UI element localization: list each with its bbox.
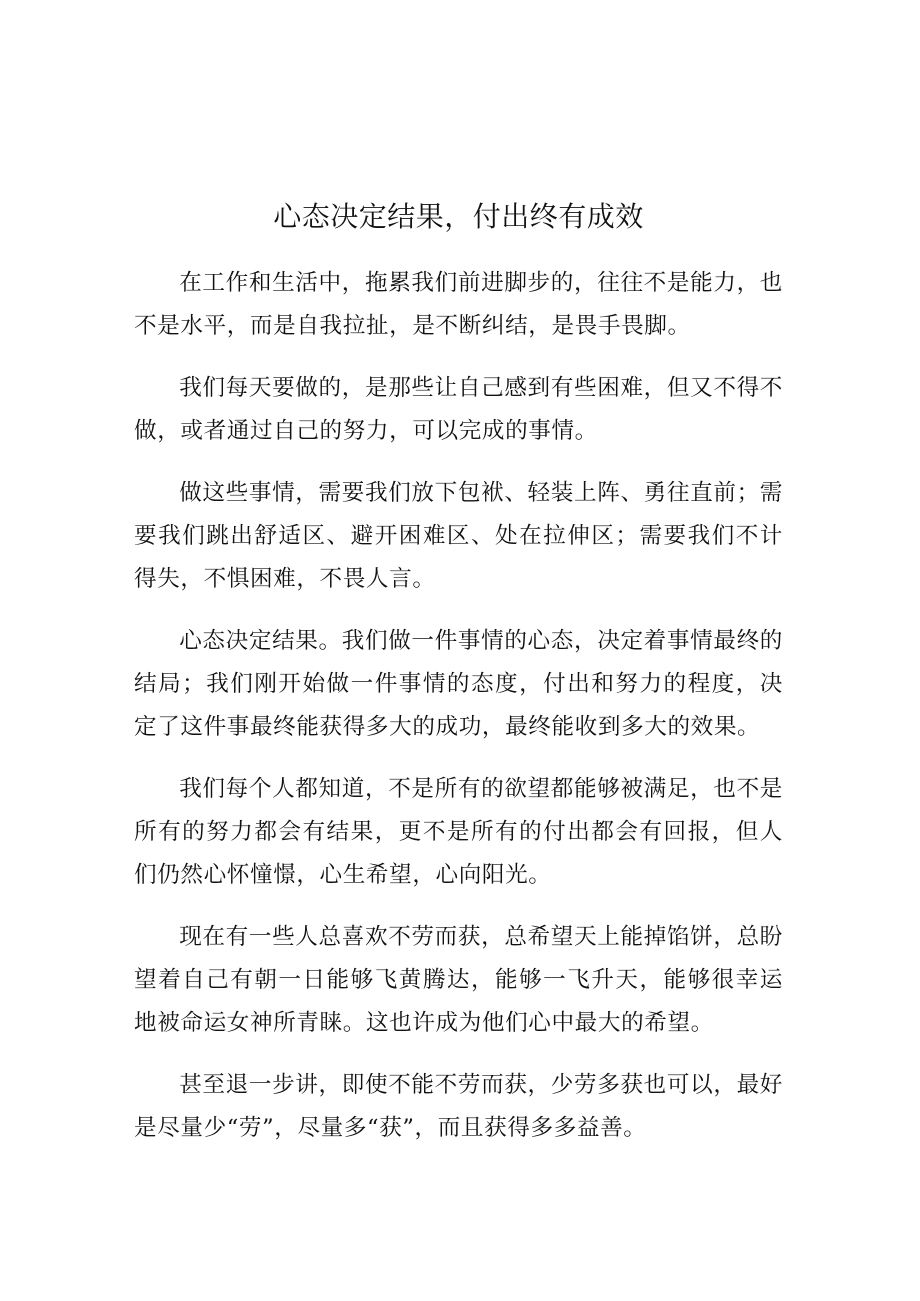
paragraph: 我们每天要做的，是那些让自己感到有些困难，但又不得不做，或者通过自己的努力，可以完成的事情。 bbox=[134, 375, 783, 444]
document-title: 心态决定结果，付出终有成效 bbox=[273, 200, 644, 233]
paragraph: 我们每个人都知道，不是所有的欲望都能够被满足，也不是所有的努力都会有结果，更不是所有的付出都会有回报，但人们仍然心怀憧憬，心生希望，心向阳光。 bbox=[134, 776, 783, 888]
paragraph: 心态决定结果。我们做一件事情的心态，决定着事情最终的结局；我们刚开始做一件事情的态度，付出和努力的程度，决定了这件事最终能获得多大的成功，最终能收到多大的效果。 bbox=[134, 628, 783, 740]
paragraph: 做这些事情，需要我们放下包袱、轻装上阵、勇往直前；需要我们跳出舒适区、避开困难区、处在拉伸区；需要我们不计得失，不惧困难，不畏人言。 bbox=[134, 480, 783, 592]
paragraph: 在工作和生活中，拖累我们前进脚步的，往往不是能力，也不是水平，而是自我拉扯，是不断纠结，是畏手畏脚。 bbox=[134, 270, 783, 339]
paragraph: 现在有一些人总喜欢不劳而获，总希望天上能掉馅饼，总盼望着自己有朝一日能够飞黄腾达，能够一飞升天，能够很幸运地被命运女神所青睐。这也许成为他们心中最大的希望。 bbox=[134, 924, 783, 1036]
document-page bbox=[134, 190, 783, 1169]
paragraph: 甚至退一步讲，即使不能不劳而获，少劳多获也可以，最好是尽量少“劳”，尽量多“获”，而且获得多多益善。 bbox=[134, 1072, 783, 1141]
